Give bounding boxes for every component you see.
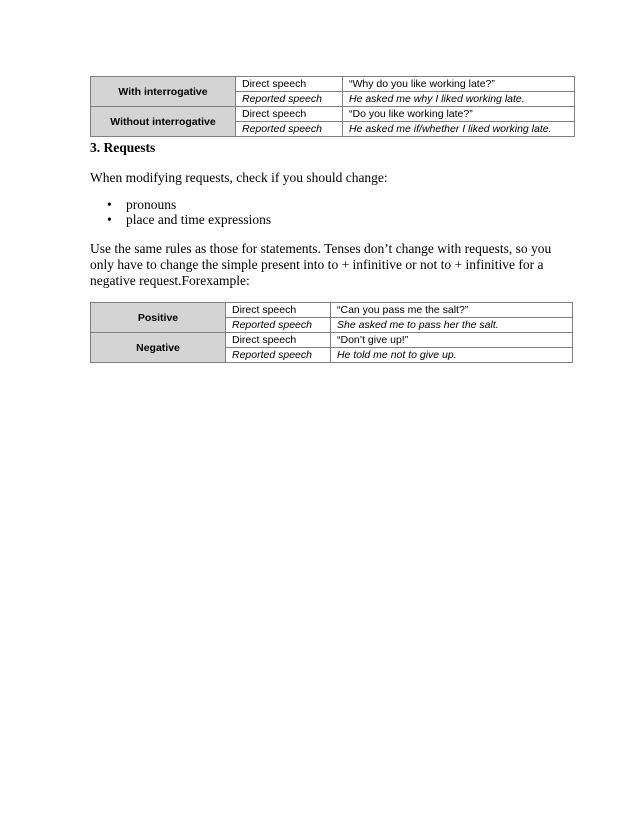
direct-speech-label: Direct speech <box>226 303 331 318</box>
row-label: Without interrogative <box>91 107 236 137</box>
direct-speech-label: Direct speech <box>236 77 343 92</box>
direct-speech-example: “Do you like working late?” <box>343 107 575 122</box>
direct-speech-example: “Don’t give up!” <box>331 333 573 348</box>
interrogative-table <box>90 76 575 137</box>
reported-speech-example: He asked me if/whether I liked working late. <box>343 122 575 137</box>
rules-paragraph: Use the same rules as those for statements. Tenses don’t change with requests, so you only have to change the simple present into to + infinitive or not to + infinitive for a negative request.Forexample: <box>90 241 552 288</box>
table-row <box>91 303 573 318</box>
table-row <box>91 107 575 122</box>
bullet-icon: • <box>107 197 112 212</box>
reported-speech-example: She asked me to pass her the salt. <box>331 318 573 333</box>
row-label: Negative <box>91 333 226 363</box>
list-item <box>90 212 271 227</box>
row-label: With interrogative <box>91 77 236 107</box>
reported-speech-label: Reported speech <box>226 348 331 363</box>
direct-speech-example: “Can you pass me the salt?” <box>331 303 573 318</box>
row-label: Positive <box>91 303 226 333</box>
direct-speech-label: Direct speech <box>236 107 343 122</box>
list-item-text: pronouns <box>126 197 177 212</box>
table-row <box>91 77 575 92</box>
bullet-icon: • <box>107 212 112 227</box>
list-item <box>90 197 271 212</box>
requests-table <box>90 302 573 363</box>
direct-speech-example: “Why do you like working late?” <box>343 77 575 92</box>
table-row <box>91 333 573 348</box>
reported-speech-example: He asked me why I liked working late. <box>343 92 575 107</box>
reported-speech-label: Reported speech <box>236 122 343 137</box>
reported-speech-label: Reported speech <box>236 92 343 107</box>
section-heading: 3. Requests <box>90 140 156 155</box>
direct-speech-label: Direct speech <box>226 333 331 348</box>
list-item-text: place and time expressions <box>126 212 272 227</box>
bullet-list <box>90 197 271 227</box>
intro-paragraph: When modifying requests, check if you should change: <box>90 170 388 185</box>
reported-speech-example: He told me not to give up. <box>331 348 573 363</box>
reported-speech-label: Reported speech <box>226 318 331 333</box>
